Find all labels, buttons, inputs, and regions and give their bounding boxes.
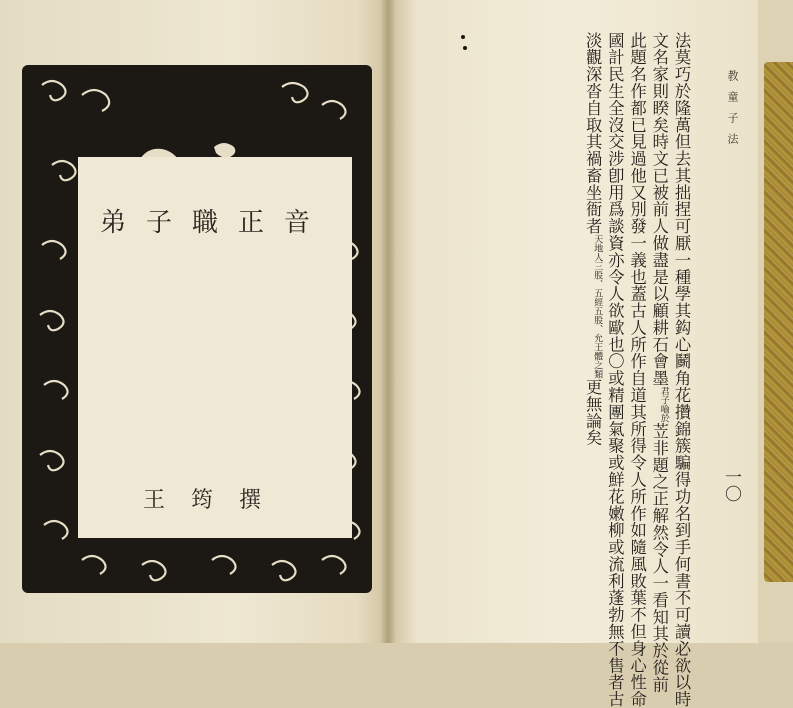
text-segment: 淡觀深沓自取其禍畜坐衙者 [583,32,603,235]
main-text [447,32,692,708]
page-number: 一〇 [721,468,741,502]
title-panel [78,157,352,538]
book-title: 弟子職正音 [99,208,330,238]
text-column-4: 國計民生全沒交涉卽用爲談資亦令人欲歐也〇或精團氣聚或鮮花嫩柳或流利蓬勃無不售者古 [605,32,625,708]
text-segment: 苙非題之正解然令人一看知其於從前 [649,422,669,693]
next-page-gold-border [764,62,793,582]
text-column-3: 此題名作都已見過他又別發一義也蓋古人所作自道其所得令人所作如隨風敗葉不但身心性命 [627,32,647,708]
running-header: 教童子法 [726,70,739,154]
text-column-5 [581,32,603,612]
text-column-2 [648,32,670,693]
inline-note: 天地人三股、五經五股、允王體之類 [592,234,603,379]
book-author: 王筠撰 [142,488,287,513]
text-segment: 更無論矣 [583,378,603,447]
text-column-1: 法莫巧於隆萬但去其拙捏可厭一種學其鈎心鬭角花攢錦簇騙得功名到手何書不可讀必欲以時 [672,32,691,708]
text-segment: 文名家則睽矣時文已被前人做盡是以顧耕石會墨 [649,32,669,387]
inline-note: 君子喻於 [658,386,669,423]
book-gutter [380,0,396,643]
